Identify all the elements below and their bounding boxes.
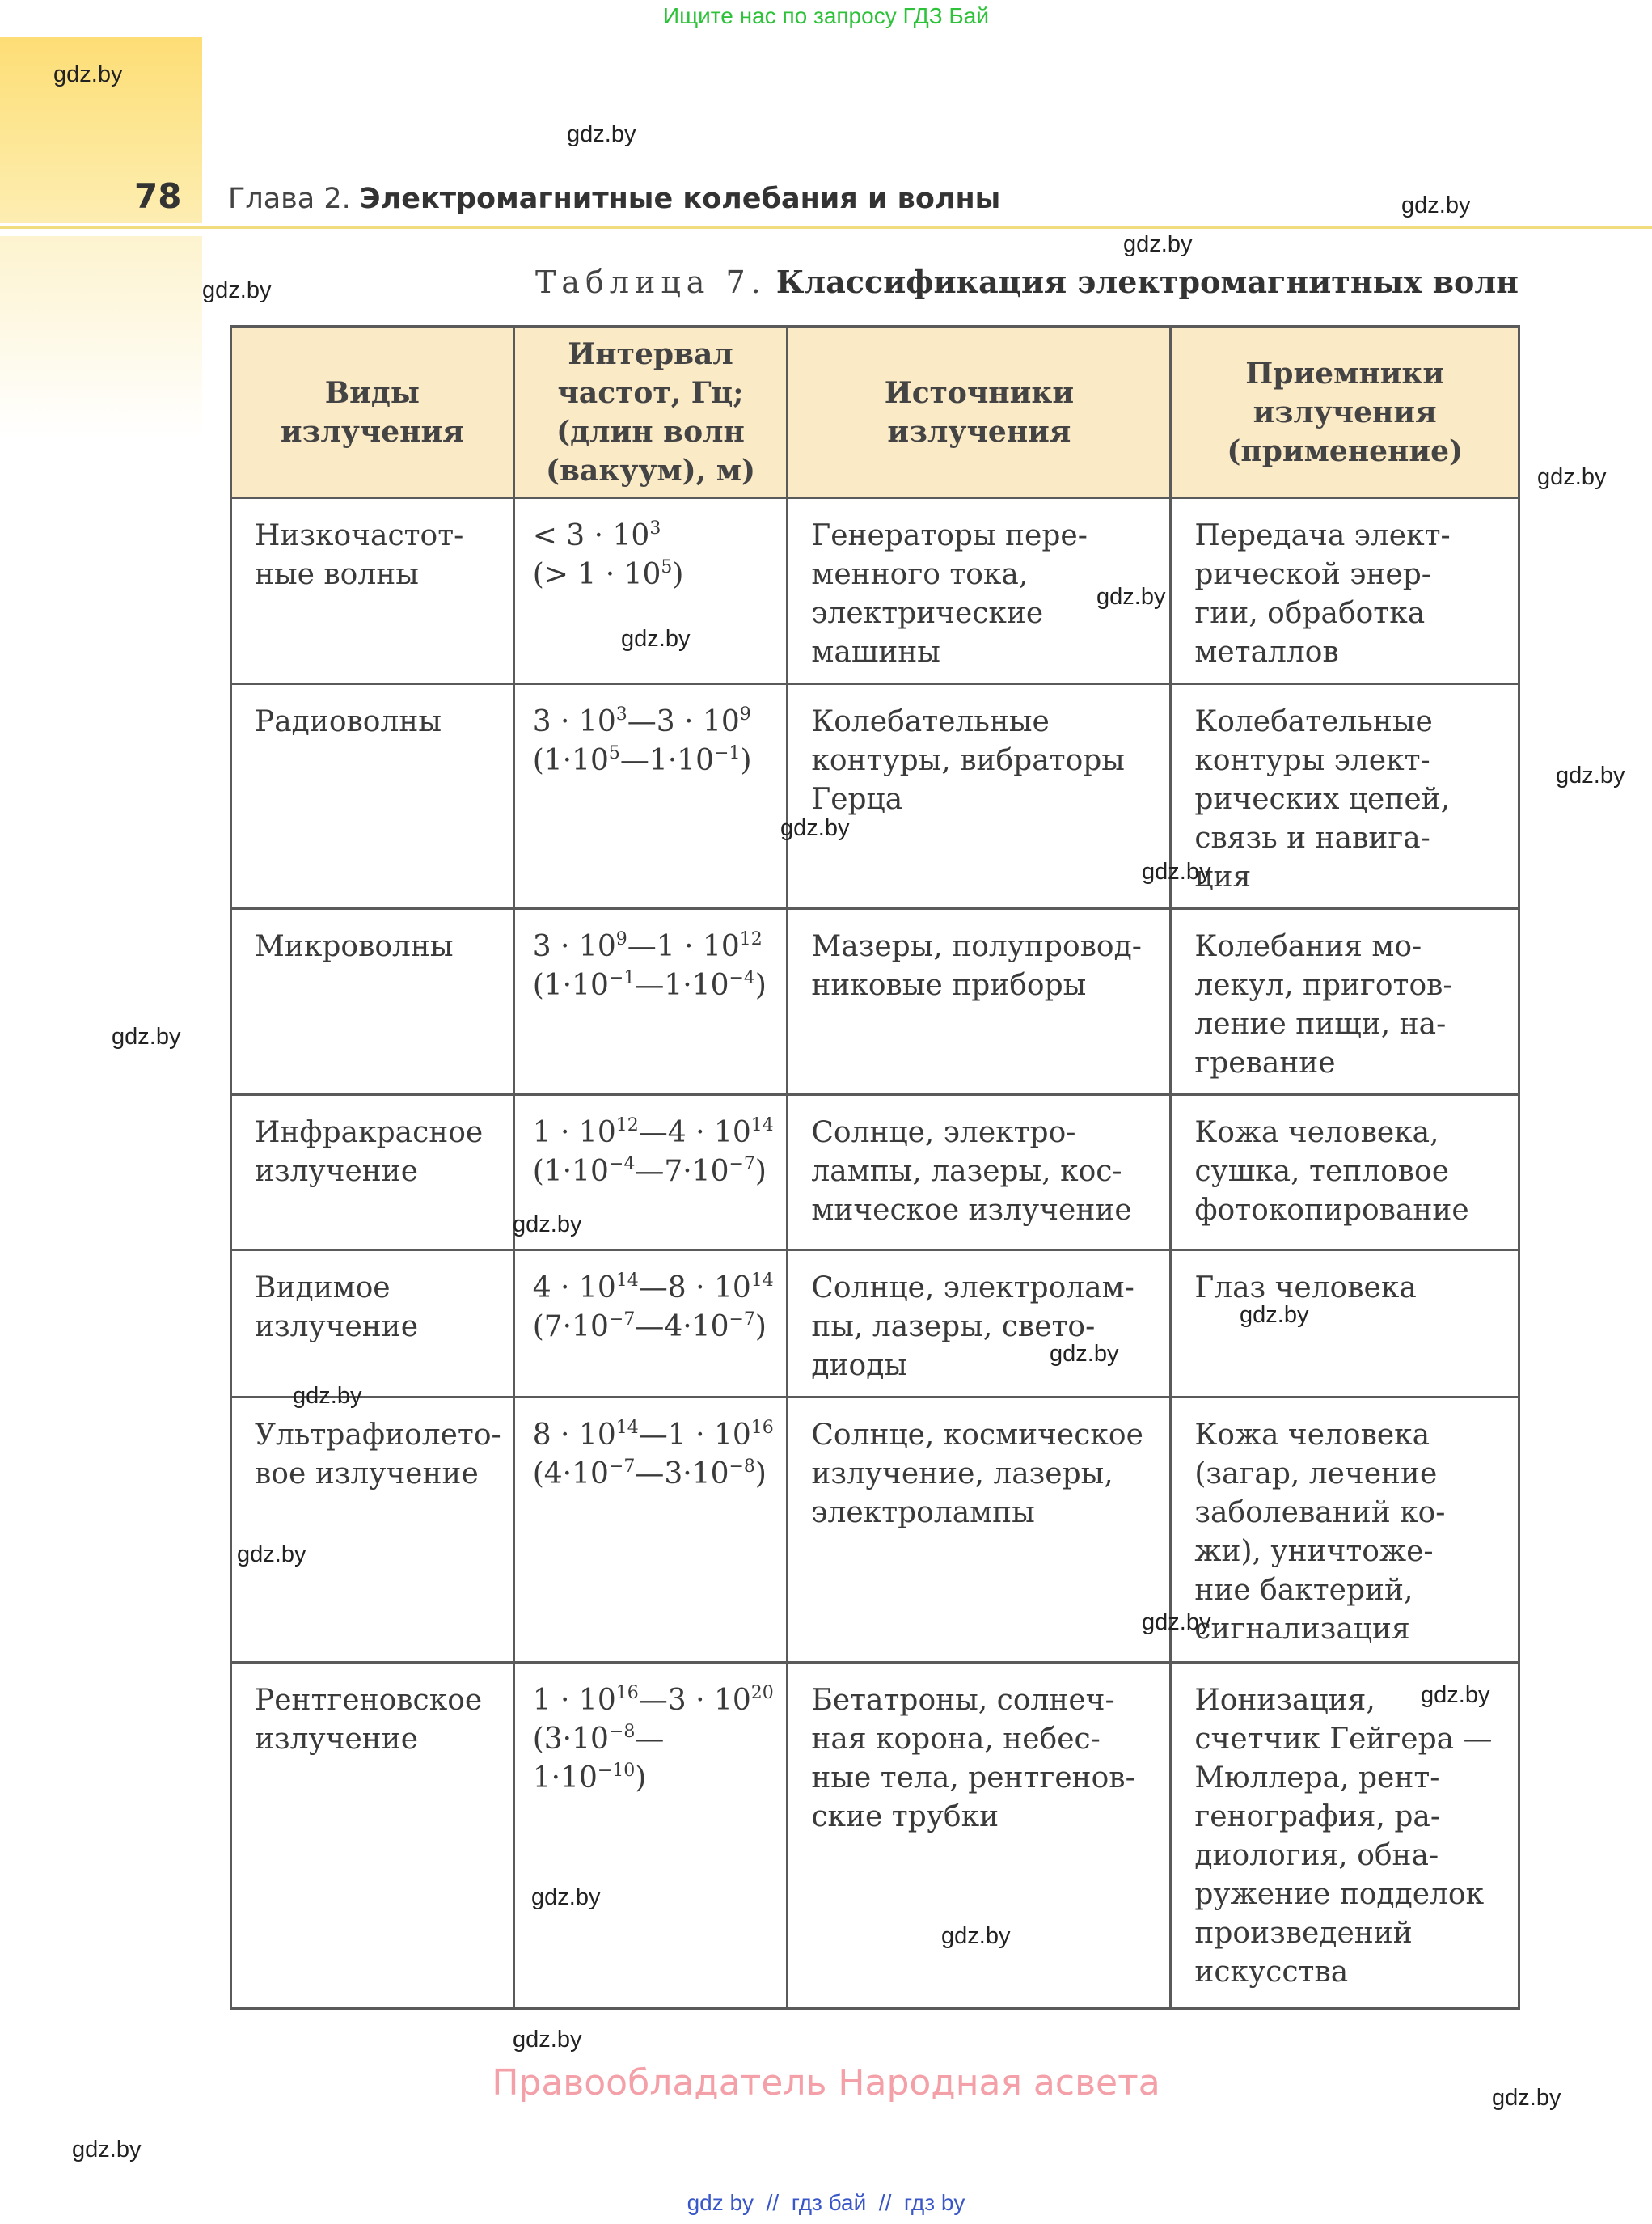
- watermark: gdz.by: [1142, 1609, 1211, 1635]
- watermark: gdz.by: [1240, 1302, 1309, 1328]
- radiation-receivers: Кожа человека, сушка, тепловое фотокопирование: [1171, 1095, 1519, 1250]
- watermark: gdz.by: [72, 2137, 142, 2163]
- watermark: gdz.by: [780, 815, 850, 841]
- radiation-type: Радиоволны: [231, 684, 514, 909]
- watermark: gdz.by: [531, 1884, 601, 1910]
- watermark: gdz.by: [513, 1211, 582, 1237]
- watermark: gdz.by: [1142, 859, 1211, 885]
- wave-line: $(1\cdot 10^{-4}—7\cdot 10^{-7})$: [532, 1154, 767, 1188]
- chapter-title: Электромагнитные колебания и волны: [359, 183, 1001, 215]
- radiation-sources: Колебательные контуры, вибраторы Герца: [788, 684, 1171, 909]
- header-rule: [0, 226, 1652, 229]
- table-row: [231, 1250, 1519, 1397]
- freq-line: < $3 \cdot 10^3$: [532, 518, 661, 552]
- table-caption: [535, 264, 1519, 300]
- header-cell: Интервал частот, Гц; (длин волн (вакуум), м): [513, 327, 788, 498]
- watermark: gdz.by: [112, 1024, 181, 1050]
- footer-links[interactable]: gdz by // гдз бай // гдз by: [687, 2190, 965, 2215]
- radiation-sources: Солнце, космическое излучение, лазеры, электролампы: [788, 1397, 1171, 1663]
- radiation-type: Инфракрасное излучение: [231, 1095, 514, 1250]
- radiation-receivers: Передача элект- рической энер- гии, обработка металлов: [1171, 498, 1519, 684]
- wave-line: (> $1 \cdot 10^5$): [532, 557, 684, 591]
- watermark: gdz.by: [293, 1383, 362, 1409]
- watermark: gdz.by: [1492, 2085, 1561, 2111]
- radiation-type: Рентгеновское излучение: [231, 1663, 514, 2009]
- table-row: [231, 1663, 1519, 2009]
- radiation-receivers: Ионизация, счетчик Гейгера — Мюллера, рент- генография, ра- диология, обна- ружение подделок произведений искусства: [1171, 1663, 1519, 2009]
- freq-line: $3 \cdot 10^3—3 \cdot 10^9$: [532, 704, 751, 738]
- watermark: gdz.by: [513, 2027, 582, 2053]
- freq-line: $1 \cdot 10^{12}—4 \cdot 10^{14}$: [532, 1115, 774, 1149]
- watermark: gdz.by: [237, 1541, 306, 1567]
- freq-line: $8 \cdot 10^{14}—1 \cdot 10^{16}$: [532, 1418, 774, 1452]
- wave-line: $(3\cdot 10^{-8}—1\cdot 10^{-10})$: [532, 1722, 665, 1795]
- radiation-sources: Солнце, электролам- пы, лазеры, свето- диоды: [788, 1250, 1171, 1397]
- watermark: gdz.by: [1556, 763, 1625, 789]
- radiation-receivers: Колебательные контуры элект- рических цепей, связь и навига- ция: [1171, 684, 1519, 909]
- table-caption-text: Классификация электромагнитных волн: [775, 264, 1519, 300]
- radiation-sources: Бетатроны, солнеч- ная корона, небес- ные тела, рентгенов- ские трубки: [788, 1663, 1171, 2009]
- watermark: gdz.by: [941, 1923, 1011, 1949]
- radiation-receivers: Кожа человека (загар, лечение заболеваний ко- жи), уничтоже- ние бактерий, сигнализация: [1171, 1397, 1519, 1663]
- watermark: gdz.by: [1537, 464, 1607, 490]
- frequency-range: [513, 1397, 788, 1663]
- watermark: gdz.by: [567, 121, 636, 147]
- watermark: gdz.by: [1096, 584, 1166, 610]
- table-row: [231, 684, 1519, 909]
- table-row: [231, 1397, 1519, 1663]
- table-header-row: [231, 327, 1519, 498]
- watermark: gdz.by: [621, 626, 691, 652]
- wave-line: $(1\cdot 10^5—1\cdot 10^{-1})$: [532, 743, 752, 777]
- wave-line: $(1\cdot 10^{-1}—1\cdot 10^{-4})$: [532, 968, 767, 1002]
- page-number: 78: [134, 176, 182, 216]
- header-cell: Источники излучения: [788, 327, 1171, 498]
- freq-line: $1 \cdot 10^{16}—3 \cdot 10^{20}$: [532, 1683, 774, 1717]
- frequency-range: [513, 1250, 788, 1397]
- header-cell: Приемники излучения (применение): [1171, 327, 1519, 498]
- frequency-range: [513, 1663, 788, 2009]
- table-row: [231, 909, 1519, 1095]
- chapter-prefix: Глава 2.: [228, 183, 351, 215]
- page-margin-gradient: [0, 236, 202, 438]
- radiation-type: Низкочастот- ные волны: [231, 498, 514, 684]
- watermark: gdz.by: [1123, 231, 1193, 257]
- em-waves-table: [230, 325, 1520, 2010]
- table-row: [231, 498, 1519, 684]
- radiation-sources: Генераторы пере- менного тока, электрические машины: [788, 498, 1171, 684]
- table-caption-label: Таблица 7.: [534, 264, 767, 300]
- wave-line: $(7\cdot 10^{-7}—4\cdot 10^{-7})$: [532, 1309, 767, 1343]
- freq-line: $4 \cdot 10^{14}—8 \cdot 10^{14}$: [532, 1271, 774, 1304]
- watermark: gdz.by: [1401, 192, 1471, 218]
- table-row: [231, 1095, 1519, 1250]
- radiation-type: Микроволны: [231, 909, 514, 1095]
- radiation-type: Ультрафиолето- вое излучение: [231, 1397, 514, 1663]
- radiation-sources: Солнце, электро- лампы, лазеры, кос- мическое излучение: [788, 1095, 1171, 1250]
- watermark: gdz.by: [1050, 1341, 1119, 1367]
- watermark: gdz.by: [202, 277, 272, 303]
- copyright-notice: Правообладатель Народная асвета: [492, 2062, 1160, 2103]
- radiation-sources: Мазеры, полупровод- никовые приборы: [788, 909, 1171, 1095]
- frequency-range: [513, 684, 788, 909]
- search-hint: Ищите нас по запросу ГДЗ Бай: [662, 3, 990, 28]
- freq-line: $3 \cdot 10^9—1 \cdot 10^{12}$: [532, 929, 763, 963]
- wave-line: $(4\cdot 10^{-7}—3\cdot 10^{-8})$: [532, 1457, 767, 1490]
- frequency-range: [513, 498, 788, 684]
- frequency-range: [513, 909, 788, 1095]
- chapter-heading: [228, 183, 1000, 215]
- radiation-receivers: Колебания мо- лекул, приготов- ление пищи, на- гревание: [1171, 909, 1519, 1095]
- watermark: gdz.by: [53, 61, 123, 87]
- radiation-type: Видимое излучение: [231, 1250, 514, 1397]
- radiation-receivers: Глаз человека: [1171, 1250, 1519, 1397]
- watermark: gdz.by: [1421, 1682, 1490, 1708]
- header-cell: Виды излучения: [231, 327, 514, 498]
